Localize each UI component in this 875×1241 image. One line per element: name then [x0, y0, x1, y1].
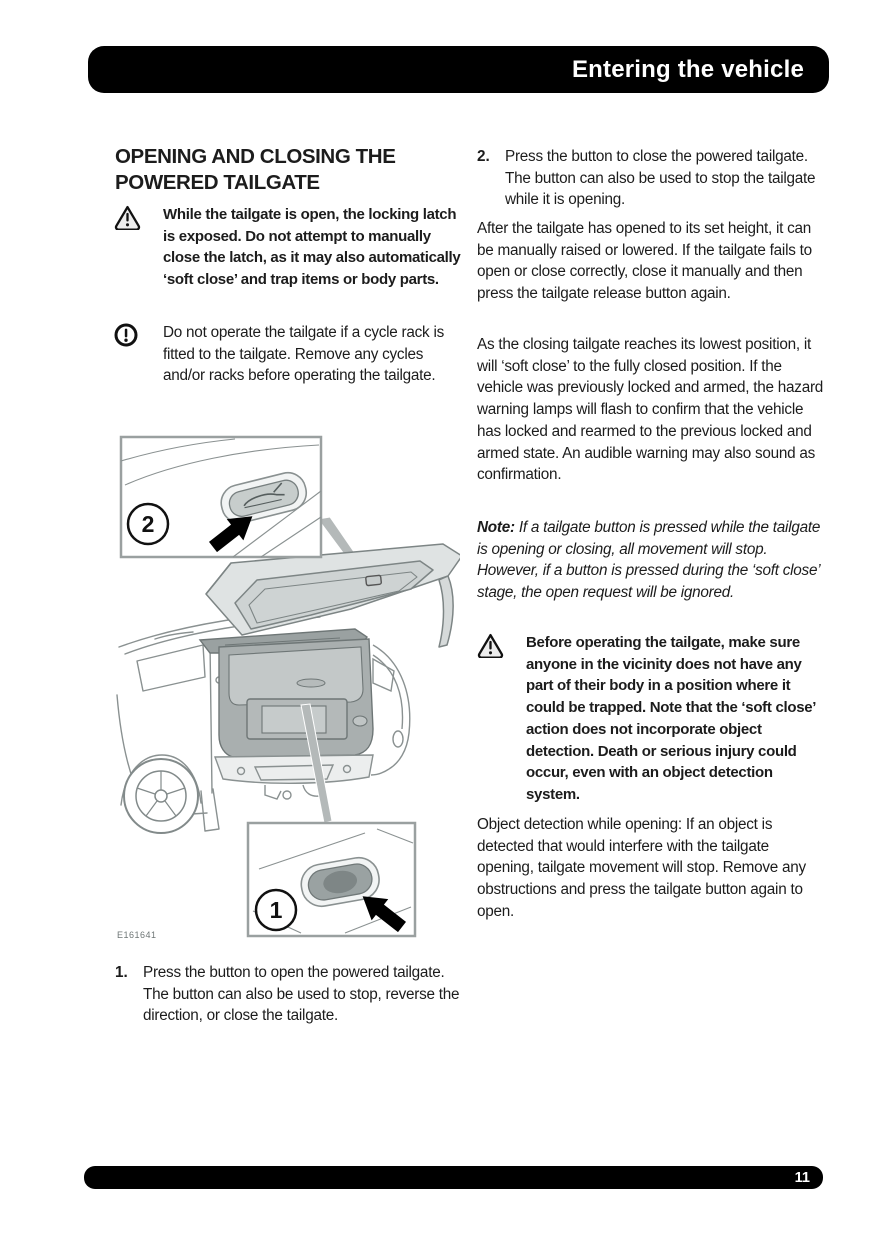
warning-block-2	[477, 632, 825, 806]
page-footer-bar	[84, 1166, 823, 1189]
tailgate-figure-svg	[115, 433, 460, 945]
note-label: Note:	[477, 519, 515, 536]
paragraph-soft-close: As the closing tailgate reaches its lowest position, it will ‘soft close’ to the fully closed position. If the vehicle was previously locked and armed, the hazard warning lamps will flash to confirm that the vehicle has locked and rearmed to the previous locked and armed state. An audible warning may also sound as confirmation.	[477, 336, 824, 484]
caution-block	[114, 322, 462, 387]
warning-text: While the tailgate is open, the locking latch is exposed. Do not attempt to manually close the latch, as it may also automatically ‘soft close’ and trap items or body parts.	[163, 206, 461, 289]
page-title: Entering the vehicle	[571, 55, 804, 83]
figure-code-label: E161641	[117, 930, 157, 940]
callout-1-number: 1	[269, 897, 283, 923]
page-header-banner	[88, 46, 829, 93]
lower-tailgate	[219, 639, 373, 757]
warning-text-2: Before operating the tailgate, make sure anyone in the vicinity does not have any part of their body in a position where it could be trapped. Note that the ‘soft close’ action does not incorporate object detection. Death or serious injury could occur, even with an object detection system.	[526, 634, 816, 803]
tailgate-close-button-small	[366, 575, 382, 586]
rear-bumper	[215, 755, 373, 799]
step-2-number: 2.	[477, 148, 490, 165]
tailgate-illustration	[115, 433, 460, 945]
inset-1-box	[248, 823, 415, 938]
caution-circle-icon	[114, 323, 141, 352]
step-1	[115, 962, 463, 1027]
paragraph-object-detection: Object detection while opening: If an object is detected that would interfere with the tailgate opening, tailgate movement will stop. Remove any obstructions and press the tailgate button again to open.	[477, 816, 806, 920]
rear-quarter-panel	[371, 645, 410, 775]
warning-triangle-icon	[114, 205, 141, 235]
inset-2-box	[121, 437, 321, 558]
step-1-text: Press the button to open the powered tailgate. The button can also be used to stop, reverse the direction, or close the tailgate.	[143, 964, 460, 1025]
step-1-number: 1.	[115, 964, 128, 981]
callout-2-number: 2	[141, 511, 155, 537]
note-text: If a tailgate button is pressed while the tailgate is opening or closing, all movement will stop. However, if a button is pressed during the ‘soft close’ stage, the open request will be ignored.	[477, 519, 821, 602]
step-2	[477, 146, 825, 211]
caution-text: Do not operate the tailgate if a cycle rack is fitted to the tailgate. Remove any cycles and/or racks before operating the tailgate.	[163, 324, 444, 385]
warning-block-1	[114, 204, 462, 291]
paragraph-open-height: After the tailgate has opened to its set height, it can be manually raised or lowered. If the tailgate fails to open or close correctly, close it manually and then press the tailgate release button again.	[477, 220, 812, 303]
warning-triangle-icon	[477, 633, 504, 663]
rear-wheel	[124, 759, 198, 833]
page-number: 11	[794, 1169, 810, 1186]
section-heading: OPENING AND CLOSING THE POWERED TAILGATE	[115, 145, 396, 194]
step-2-text: Press the button to close the powered tailgate. The button can also be used to stop the tailgate while it is opening.	[505, 148, 816, 209]
note-block	[477, 517, 825, 604]
